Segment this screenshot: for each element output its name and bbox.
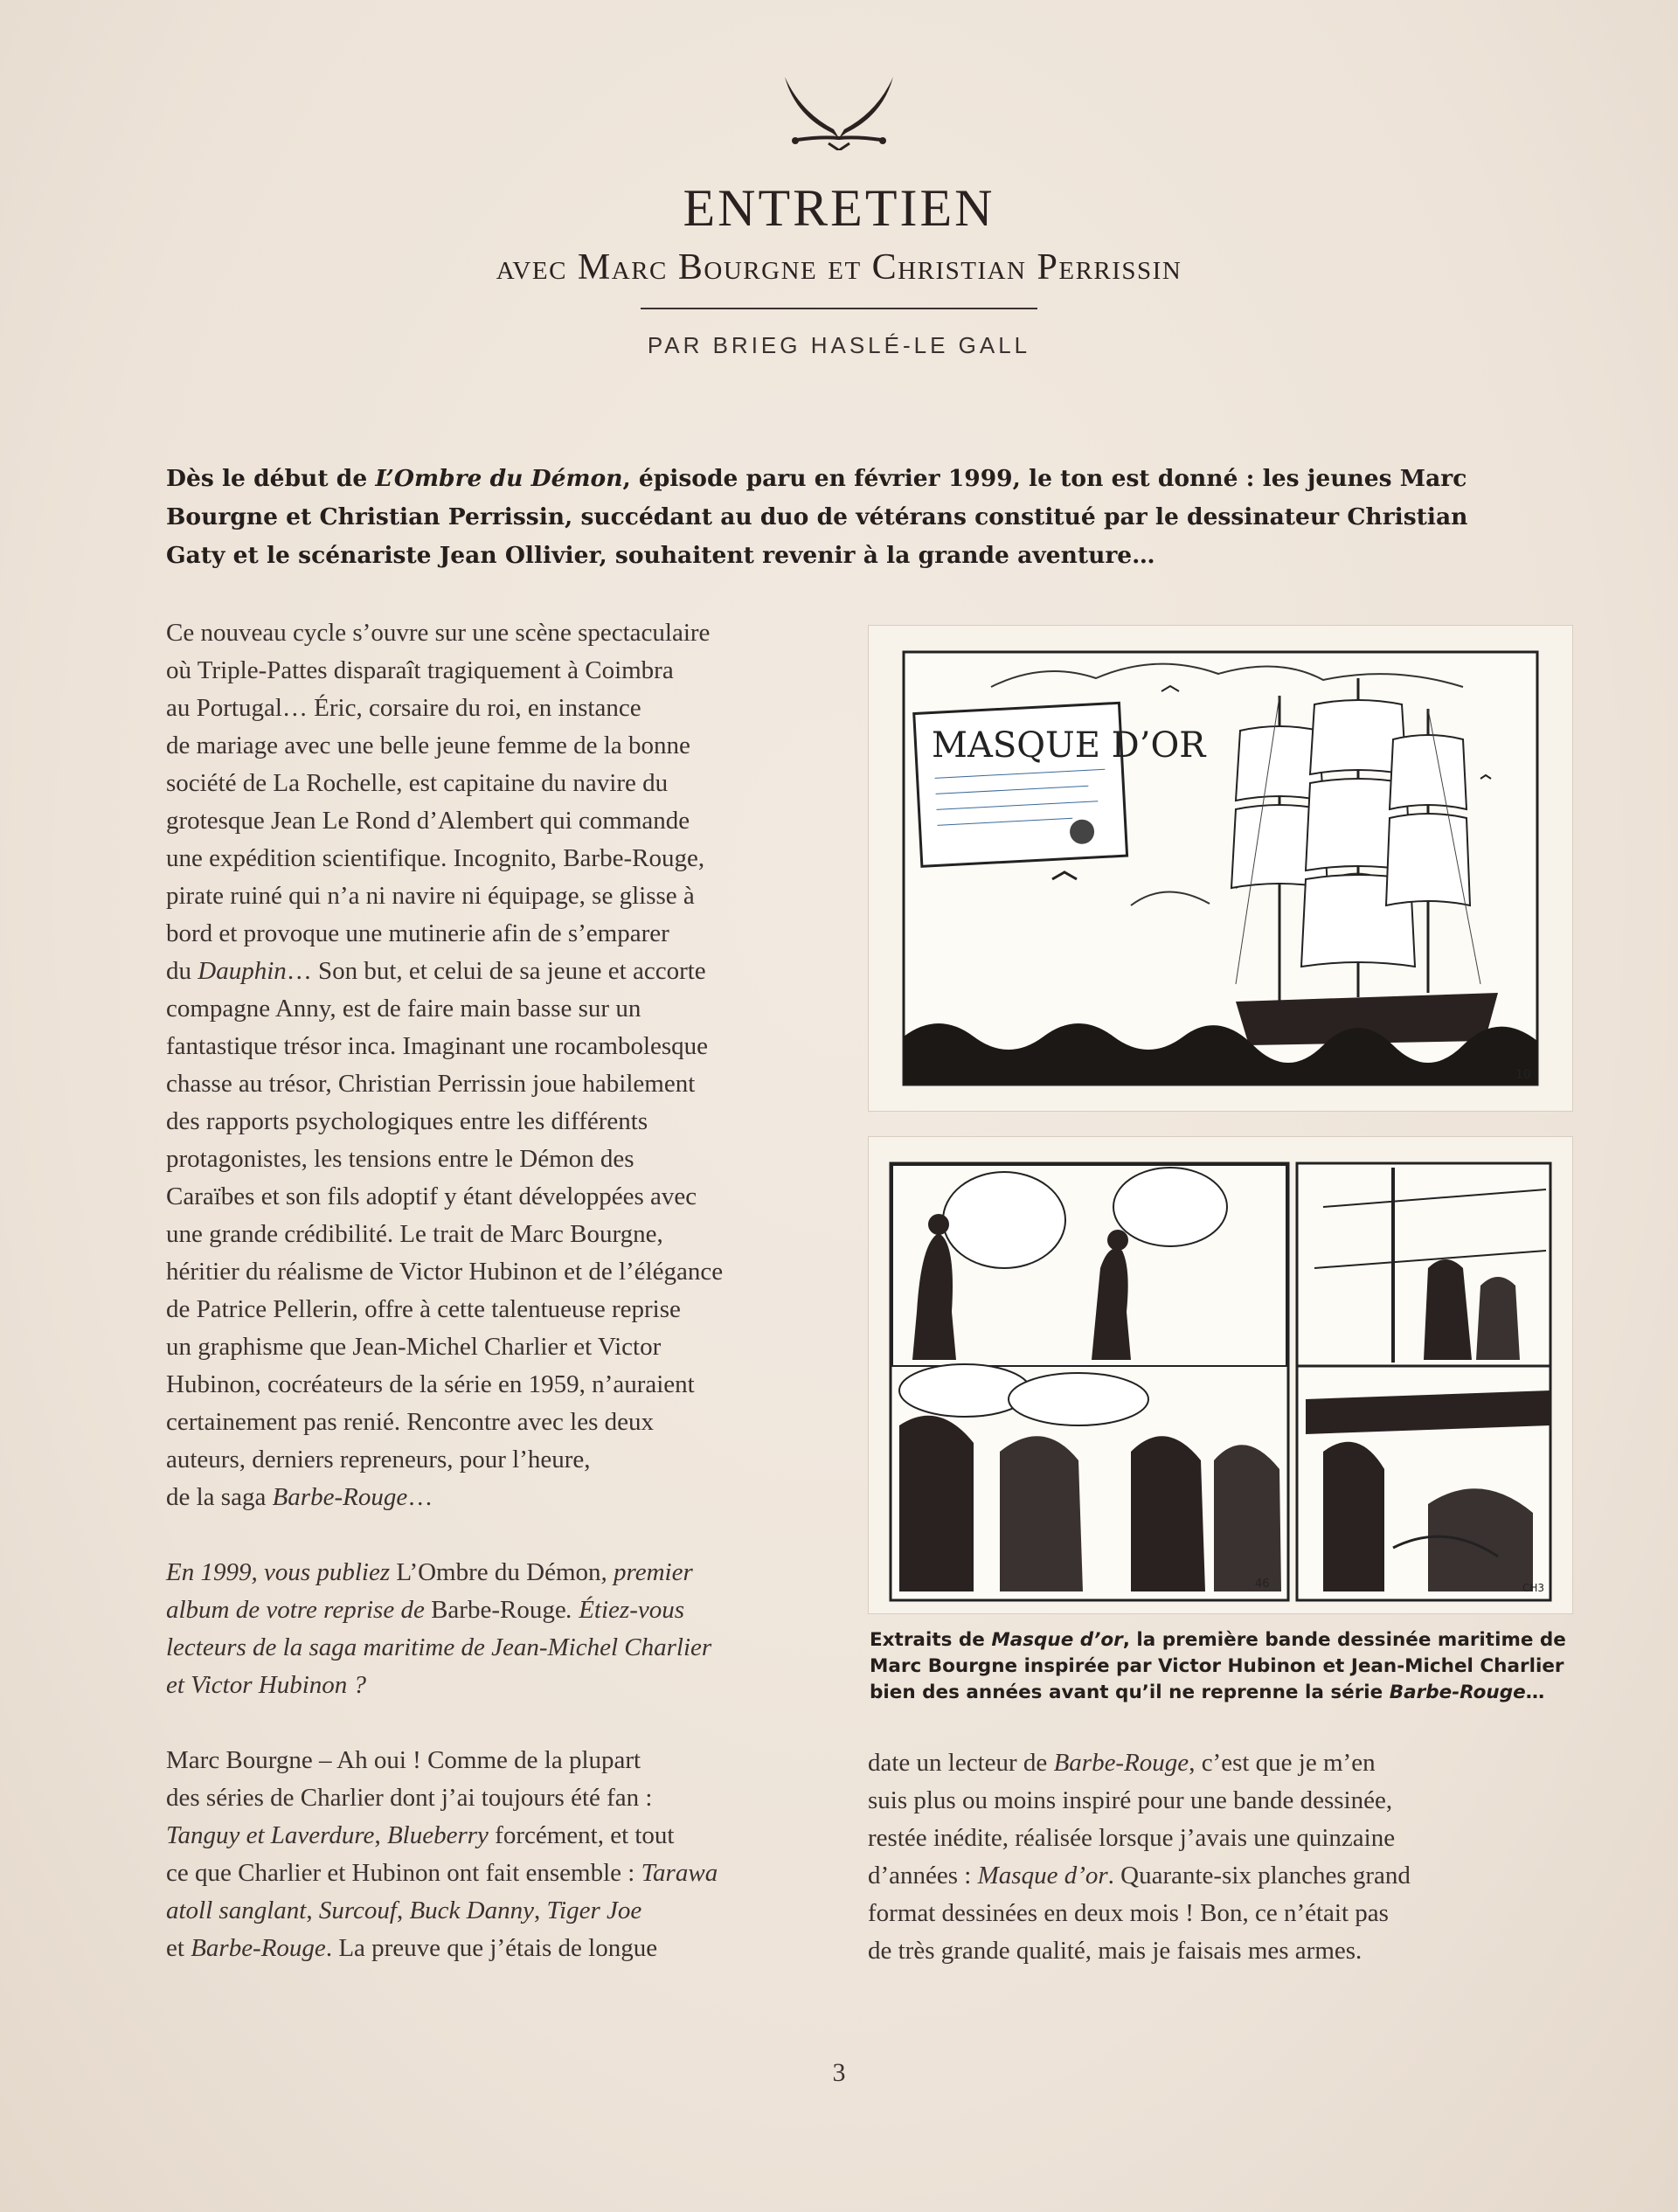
page-number: 3	[832, 2058, 846, 2087]
page-mark: 46	[1255, 1578, 1270, 1591]
byline: PAR BRIEG HASLÉ-LE GALL	[647, 332, 1031, 358]
body-paragraph: Ce nouveau cycle s’ouvre sur une scène spectaculaire où Triple-Pattes disparaît tragiquement à Coimbra au Portugal… Éric, corsaire du roi, en instance de mariage avec une belle jeune femme de la bonne société de La Rochelle, est capitaine du navire du grotesque Jean Le Rond d’Alembert qui commande une expédition scientifique. Incognito, Barbe-Rouge, pirate ruiné qui n’a ni navire ni équipage, se glisse à bord et provoque une mutinerie afin de s’emparer du Dauphin… Son but, et celui de sa jeune et accorte compagne Anny, est de faire main basse sur un fantastique trésor inca. Imaginant une rocambolesque chasse au trésor, Christian Perrissin joue habilement des rapports psychologiques entre les différents protagonistes, les tensions entre le Démon des Caraïbes et son fils adoptif y étant développées avec une grande crédibilité. Le trait de Marc Bourgne, héritier du réalisme de Victor Hubinon et de l’élégance de Patrice Pellerin, offre à cette talentueuse reprise un graphisme que Jean-Michel Charlier et Victor Hubinon, cocréateurs de la série en 1959, n’auraient certainement pas renié. Rencontre avec les deux auteurs, derniers repreneurs, pour l’heure, de la saga Barbe-Rouge…	[166, 619, 724, 1511]
page-title: ENTRETIEN	[683, 179, 995, 237]
left-column	[166, 614, 795, 1967]
comic-panel-ship	[868, 625, 1573, 1112]
intro-paragraph: Dès le début de L’Ombre du Démon, épisode paru en février 1999, le ton est donné : les jeunes Marc Bourgne et Christian Perrissin, succédant au duo de vétérans constitué par le dessinateur Christian Gaty et le scénariste Jean Ollivier, souhaitent revenir à la grande aventure…	[166, 465, 1468, 569]
interview-answer-continued: date un lecteur de Barbe-Rouge, c’est que je m’en suis plus ou moins inspiré pour une bande dessinée, restée inédite, réalisée lorsque j’avais une quinzaine d’années : Masque d’or. Quarante-six planches grand format dessinées en deux mois ! Bon, ce n’était pas de très grande qualité, mais je faisais mes armes.	[868, 1749, 1411, 1965]
panel-title-masque-dor: MASQUE D’OR	[932, 725, 1206, 766]
title-divider	[641, 308, 1037, 309]
page-mark: CH3	[1522, 1582, 1545, 1594]
crossed-sabres-icon	[778, 72, 900, 150]
right-column	[868, 1744, 1497, 1970]
page-subtitle: avec Marc Bourgne et Christian Perrissin	[496, 247, 1182, 288]
interview-answer: Marc Bourgne – Ah oui ! Comme de la plupart des séries de Charlier dont j’ai toujours été fan : Tanguy et Laverdure, Blueberry forcément, et tout ce que Charlier et Hubinon ont fait ensemble : Tarawa atoll sanglant, Surcouf, Buck Danny, Tiger Joe et Barbe-Rouge. La preuve que j’étais de longue	[166, 1746, 718, 1962]
illustration-caption: Extraits de Masque d’or, la première bande dessinée maritime de Marc Bourgne inspirée par Victor Hubinon et Jean-Michel Charlier bien des années avant qu’il ne reprenne la série Barbe-Rouge…	[870, 1629, 1566, 1703]
comic-page-crew	[868, 1136, 1573, 1614]
interview-question: En 1999, vous publiez L’Ombre du Démon, premier album de votre reprise de Barbe-Rouge. Étiez-vous lecteurs de la saga maritime de Jean-Michel Charlier et Victor Hubinon ?	[166, 1558, 712, 1699]
page-mark: 10	[1515, 1068, 1531, 1082]
